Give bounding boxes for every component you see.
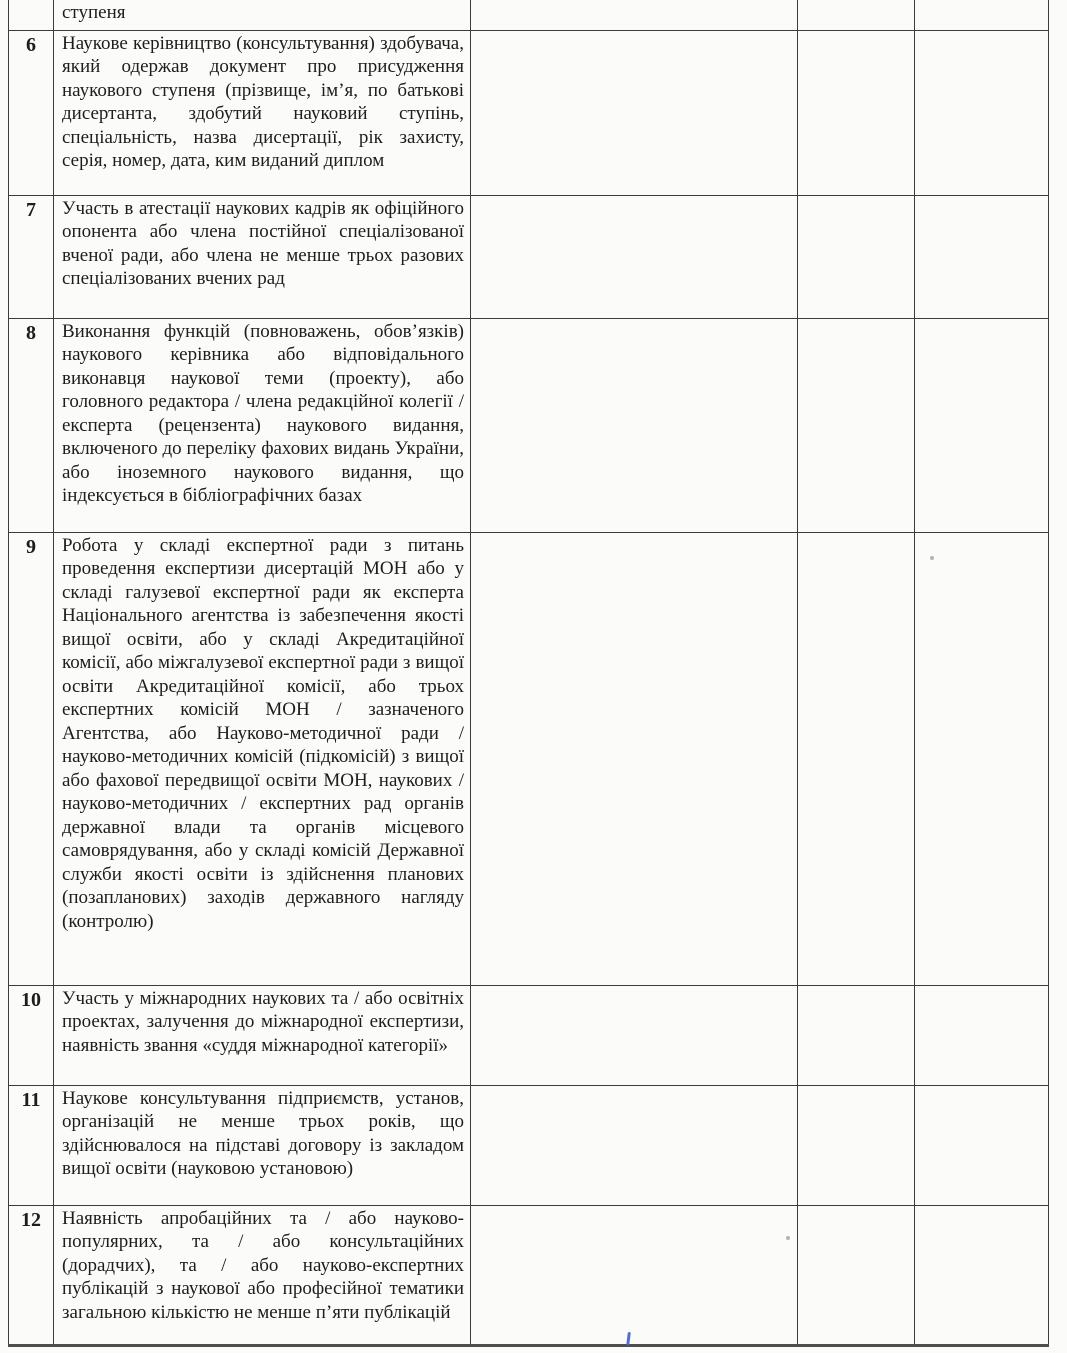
empty-cell-value-2: [798, 1205, 915, 1345]
empty-cell-value-2: [798, 532, 915, 985]
row-text-cell: Наявність апробаційних та / або науково-популярних, та / або консультаційних (дорадчих), та / або науково-експертних публікацій з наукової або професійної тематики загальною кількістю не менше п’яти публікацій: [54, 1205, 471, 1345]
row-text-cell: Наукове консультування підприємств, установ, організацій не менше трьох років, що здійснювалося на підставі договору із закладом вищої освіти (науковою установою): [54, 1085, 471, 1205]
empty-cell-value-3: [915, 532, 1049, 985]
table-row-10: [9, 985, 1049, 1085]
table-row-7: [9, 195, 1049, 318]
scan-dot-artifact: [786, 1236, 790, 1240]
empty-cell-value-3: [915, 30, 1049, 195]
row-number-cell: 8: [9, 318, 54, 532]
empty-cell-value-3: [915, 1085, 1049, 1205]
empty-cell-value-3: [915, 1205, 1049, 1345]
row-text-cell: ступеня: [54, 0, 471, 30]
table-row-11: [9, 1085, 1049, 1205]
empty-cell-value-3: [915, 0, 1049, 30]
row-number-cell: 11: [9, 1085, 54, 1205]
table-row-continuation: [9, 0, 1049, 30]
row-number-cell: 7: [9, 195, 54, 318]
empty-cell-value-1: [471, 1085, 798, 1205]
empty-cell-value-2: [798, 318, 915, 532]
empty-cell-value-2: [798, 1085, 915, 1205]
row-number-cell: [9, 0, 54, 30]
empty-cell-value-2: [798, 985, 915, 1085]
row-text-cell: Участь в атестації наукових кадрів як офіційного опонента або члена постійної спеціалізованої вченої ради, або члена не менше трьох разових спеціалізованих вчених рад: [54, 195, 471, 318]
table-row-8: [9, 318, 1049, 532]
empty-cell-value-1: [471, 532, 798, 985]
empty-cell-value-1: [471, 0, 798, 30]
table-row-6: [9, 30, 1049, 195]
row-number-cell: 6: [9, 30, 54, 195]
empty-cell-value-3: [915, 195, 1049, 318]
empty-cell-value-2: [798, 195, 915, 318]
row-text-cell: Наукове керівництво (консультування) здобувача, який одержав документ про присудження наукового ступеня (прізвище, ім’я, по батькові дисертанта, здобутий науковий ступінь, спеціальність, назва дисертації, рік захисту, серія, номер, дата, ким виданий диплом: [54, 30, 471, 195]
row-text-cell: Робота у складі експертної ради з питань проведення експертизи дисертацій МОН або у складі галузевої експертної ради як експерта Національного агентства із забезпечення якості вищої освіти, або у складі Акредитаційної комісії, або міжгалузевої експертної ради з вищої освіти Акредитаційної комісії, або трьох експертних комісій МОН / зазначеного Агентства, або Науково-методичної ради / науково-методичних комісій (підкомісій) з вищої або фахової передвищої освіти МОН, наукових / науково-методичних / експертних рад органів державної влади та органів місцевого самоврядування, або у складі комісій Державної служби якості освіти із здійснення планових (позапланових) заходів державного нагляду (контролю): [54, 532, 471, 985]
row-number-cell: 10: [9, 985, 54, 1085]
row-text-cell: Участь у міжнародних наукових та / або освітніх проектах, залучення до міжнародної експертизи, наявність звання «суддя міжнародної категорії»: [54, 985, 471, 1085]
table-row-12: [9, 1205, 1049, 1345]
empty-cell-value-1: [471, 195, 798, 318]
empty-cell-value-3: [915, 985, 1049, 1085]
row-number-cell: 9: [9, 532, 54, 985]
empty-cell-value-1: [471, 318, 798, 532]
empty-cell-value-1: [471, 1205, 798, 1345]
empty-cell-value-3: [915, 318, 1049, 532]
empty-cell-value-1: [471, 30, 798, 195]
scan-dot-artifact: [930, 556, 934, 560]
row-text-cell: Виконання функцій (повноважень, обов’язків) наукового керівника або відповідального виконавця наукової теми (проекту), або головного редактора / члена редакційної колегії / експерта (рецензента) наукового видання, включеного до переліку фахових видань України, або іноземного наукового видання, що індексується в бібліографічних базах: [54, 318, 471, 532]
empty-cell-value-2: [798, 0, 915, 30]
empty-cell-value-1: [471, 985, 798, 1085]
empty-cell-value-2: [798, 30, 915, 195]
row-number-cell: 12: [9, 1205, 54, 1345]
table-row-9: [9, 532, 1049, 985]
criteria-table: [8, 0, 1049, 1347]
